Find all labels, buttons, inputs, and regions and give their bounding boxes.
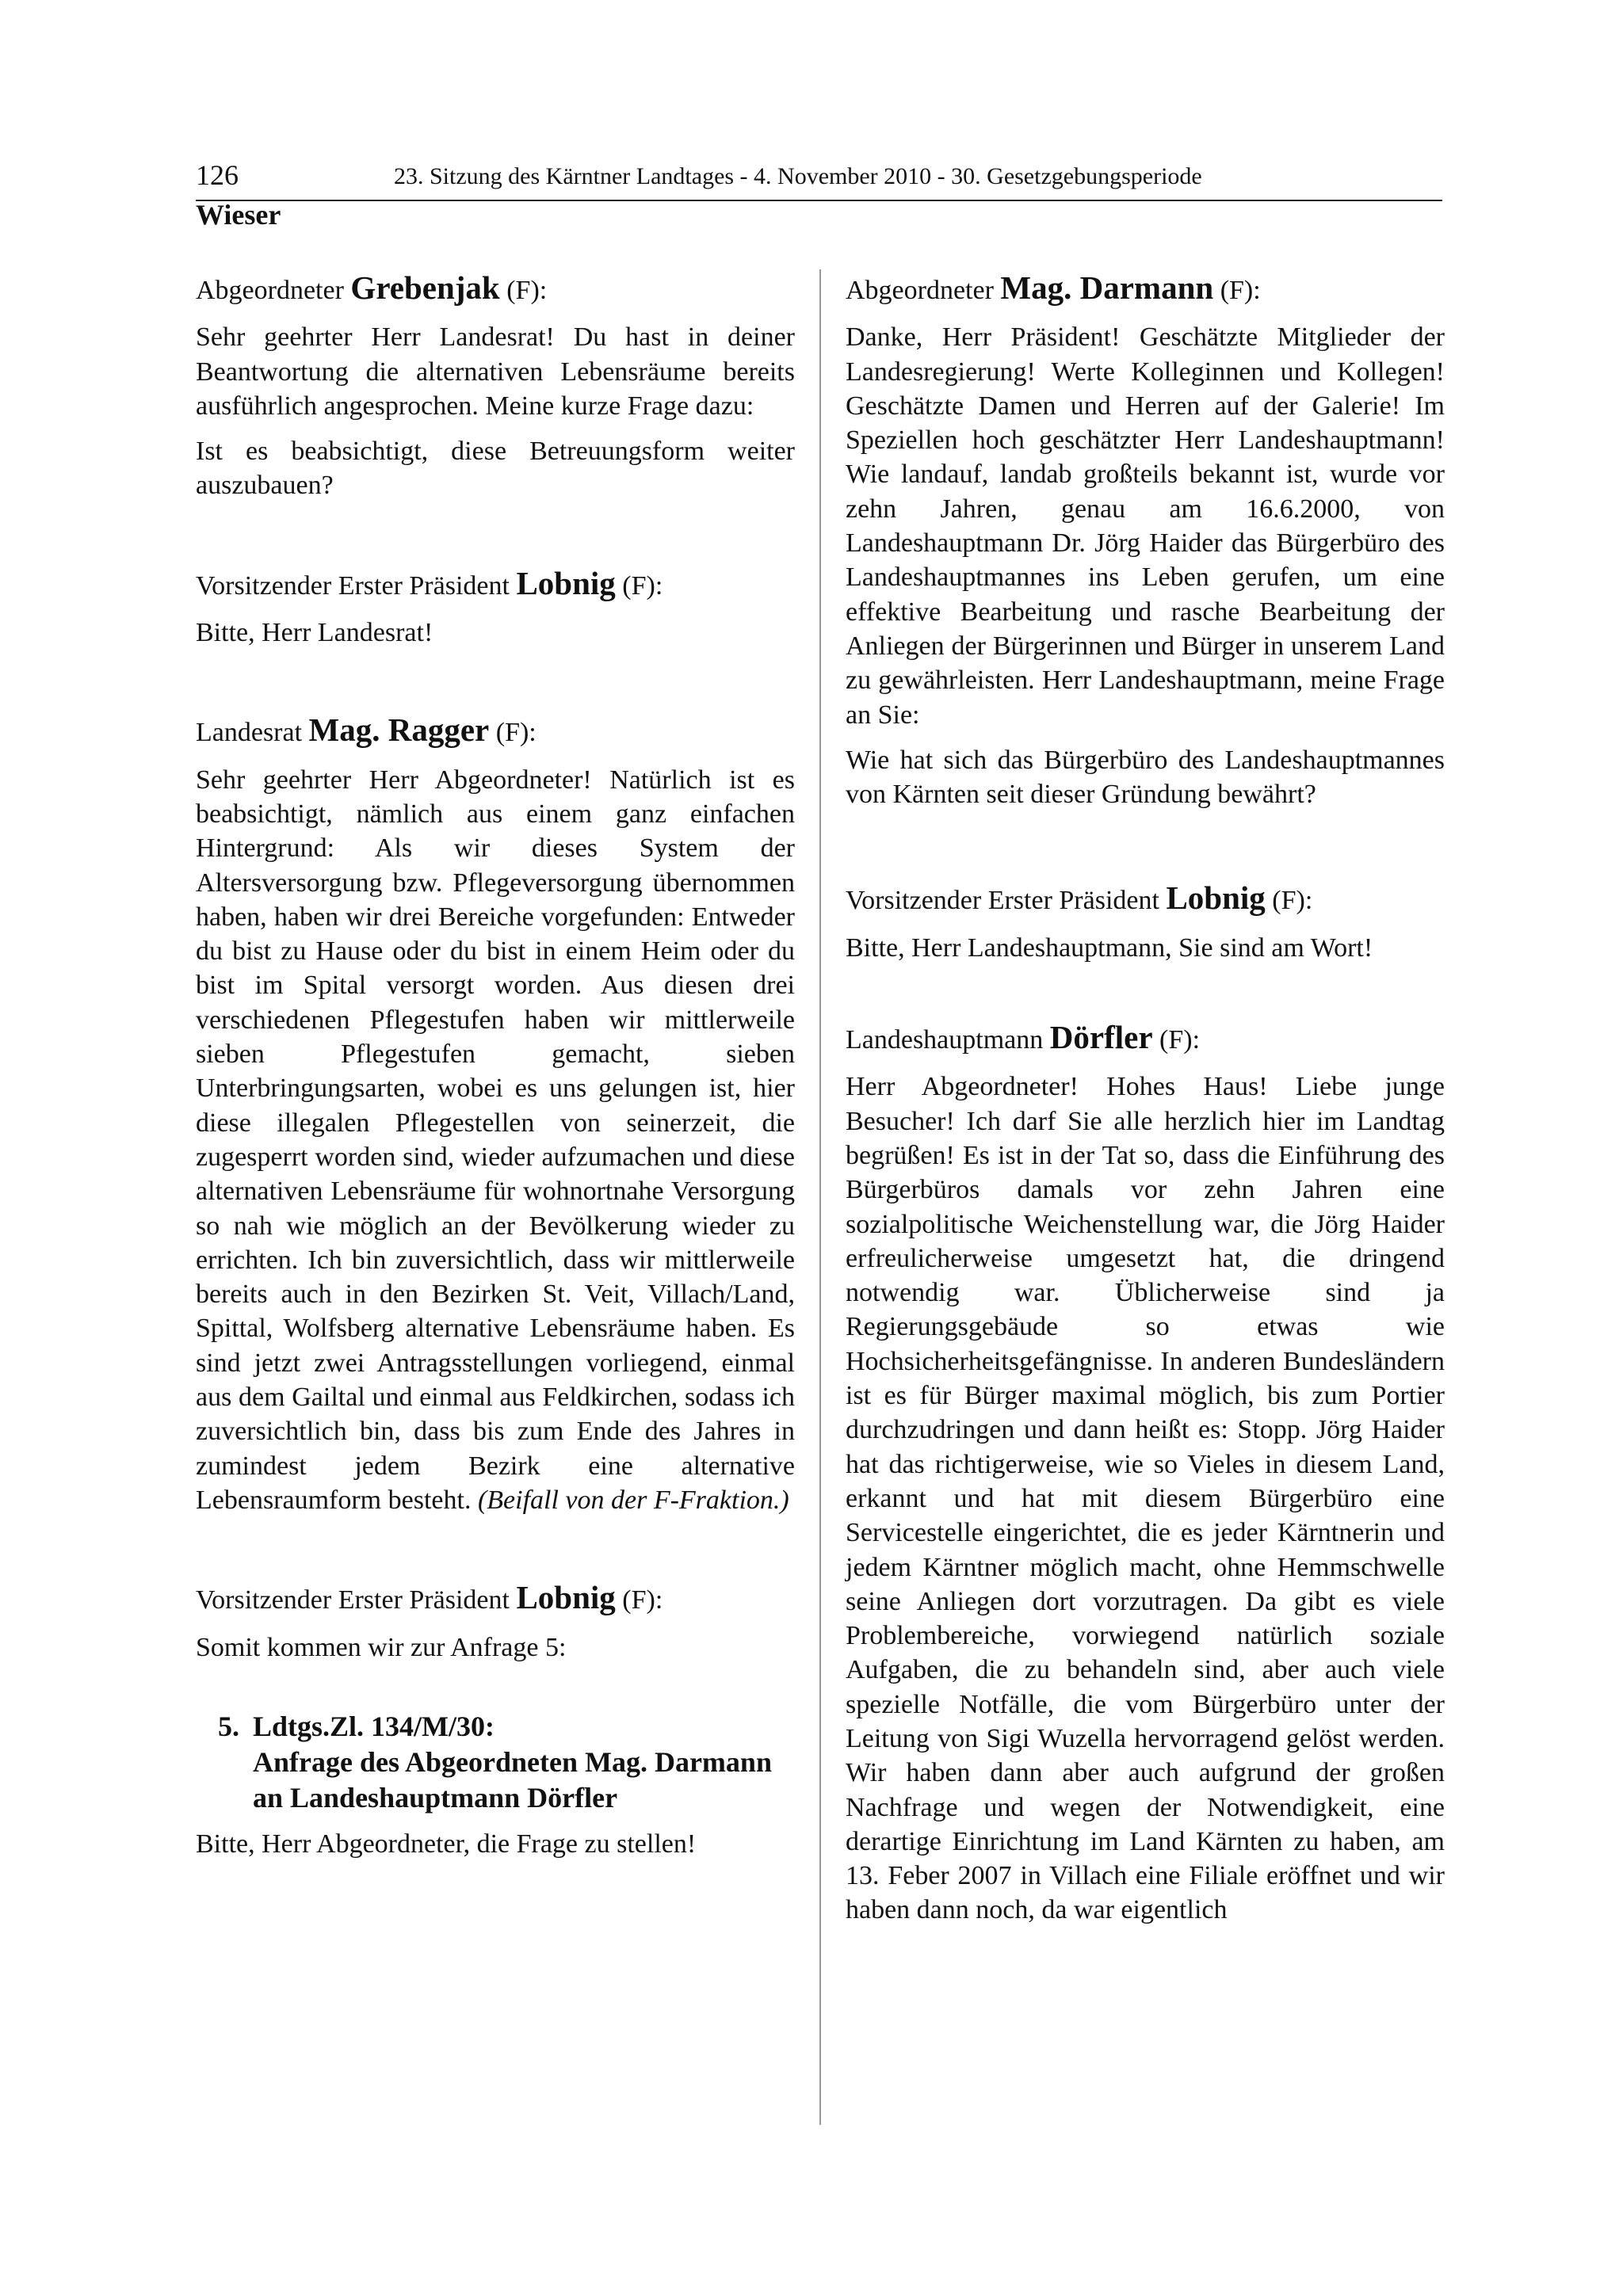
speaker-role: Vorsitzender Erster Präsident — [846, 886, 1159, 916]
speaker-name: Lobnig — [516, 1579, 616, 1616]
speaker-party: (F): — [1272, 886, 1313, 916]
speaker-line — [846, 271, 1445, 307]
speaker-role: Abgeordneter — [196, 276, 344, 305]
agenda-number: 5. — [218, 1710, 239, 1742]
speaker-party: (F): — [622, 570, 663, 601]
speaker-line — [846, 881, 1445, 917]
speaker-line — [196, 566, 795, 603]
agenda-title — [253, 1709, 795, 1816]
speaker-name: Grebenjak — [350, 269, 500, 306]
speaker-line — [196, 713, 795, 749]
page-header — [196, 158, 1442, 201]
speaker-party: (F): — [506, 276, 548, 305]
right-column — [846, 271, 1445, 1928]
page-number: 126 — [196, 159, 239, 191]
speaker-party: (F): — [622, 1585, 663, 1615]
speaker-name: Dörfler — [1049, 1019, 1153, 1056]
speech-paragraph: Somit kommen wir zur Anfrage 5: — [196, 1632, 567, 1662]
applause-note: (Beifall von der F-Fraktion.) — [477, 1485, 789, 1515]
column-divider — [819, 269, 821, 2125]
speaker-role: Vorsitzender Erster Präsident — [196, 570, 510, 601]
speech-paragraph: Bitte, Herr Landeshauptmann, Sie sind am Wort! — [846, 933, 1373, 963]
speech-paragraph: Bitte, Herr Landesrat! — [196, 618, 433, 648]
speech-paragraph: Herr Abgeordneter! Hohes Haus! Liebe junge Besucher! Ich darf Sie alle herzlich hier im Landtag begrüßen! Es ist in der Tat so, dass die Einführung des Bürgerbüros damals vor zehn Jahren eine sozialpolitische Weichenstellung war, die Jörg Haider erfreulicherweise umgesetzt hat, die dringend notwendig war. Üblicherweise sind ja Regierungsgebäude so etwas wie Hochsicherheitsgefängnisse. In anderen Bundesländern ist es für Bürger maximal möglich, bis zum Portier durchzudringen und dann heißt es: Stopp. Jörg Haider hat das richtigerweise, wie so Vieles in diesem Land, erkannt und hat mit diesem Bürgerbüro eine Servicestelle eingerichtet, die es jeder Kärntnerin und jedem Kärntner möglich macht, ohne Hemmschwelle seine Anliegen dort vorzutragen. Da gibt es viele Problembereiche, vorwiegend natürlich soziale Aufgaben, die zu behandeln sind, aber auch viele spezielle Notfälle, die vom Bürgerbüro unter der Leitung von Sigi Wuzella hervorragend gelöst werden. Wir haben dann aber auch aufgrund der großen Nachfrage und wegen der Notwendigkeit, eine derartige Einrichtung im Land Kärnten zu haben, am 13. Feber 2007 in Villach eine Filiale eröffnet und wir haben dann noch, da war eigentlich — [846, 1072, 1445, 1925]
left-column — [196, 271, 795, 1861]
speaker-role: Landesrat — [196, 718, 303, 748]
speech-text: Sehr geehrter Herr Abgeordneter! Natürlich ist es beabsichtigt, nämlich aus einem ganz einfachen Hintergrund: Als wir dieses System der Altersversorgung bzw. Pflegeversorgung übernommen haben, haben wir drei Bereiche vorgefunden: Entweder du bist zu Hause oder du bist in einem Heim oder du bist im Spital versorgt worden. Aus diesen drei verschiedenen Pflegestufen haben wir mittlerweile sieben Pflegestufen gemacht, sieben Unterbringungsarten, wobei es uns gelungen ist, hier diese illegalen Pflegestellen von seinerzeit, die zugesperrt worden sind, wieder aufzumachen und diese alternativen Lebensräume für wohnortnahe Versorgung so nah wie möglich an der Bevölkerung wieder zu errichten. Ich bin zuversichtlich, dass wir mittlerweile bereits auch in den Bezirken St. Veit, Villach/Land, Spittal, Wolfsberg alternative Lebensräume haben. Es sind jetzt zwei Antragsstellungen vorliegend, einmal aus dem Gailtal und einmal aus Feldkirchen, sodass ich zuversichtlich bin, dass bis zum Ende des Jahres in zumindest jedem Bezirk eine alternative Lebensraumform besteht. — [196, 765, 795, 1515]
speaker-role: Landeshauptmann — [846, 1025, 1044, 1055]
speaker-name: Mag. Darmann — [1000, 269, 1214, 306]
speaker-tag: Wieser — [196, 199, 281, 231]
speech-paragraph: Danke, Herr Präsident! Geschätzte Mitglieder der Landesregierung! Werte Kolleginnen und Kollegen! Geschätzte Damen und Herren auf der Galerie! Im Speziellen hoch geschätzter Herr Landeshauptmann! Wie landauf, landab großteils bekannt ist, wurde vor zehn Jahren, genau am 16.6.2000, von Landeshauptmann Dr. Jörg Haider das Bürgerbüro des Landeshauptmannes ins Leben gerufen, um eine effektive Bearbeitung und rasche Bearbeitung der Anliegen der Bürgerinnen und Bürger in unserem Land zu gewährleisten. Herr Landeshauptmann, meine Frage an Sie: — [846, 322, 1445, 730]
running-title: 23. Sitzung des Kärntner Landtages - 4. November 2010 - 30. Gesetzgebungsperiode — [394, 163, 1202, 189]
speaker-party: (F): — [495, 718, 537, 748]
speaker-line — [196, 271, 795, 307]
speech-paragraph: Sehr geehrter Herr Landesrat! Du hast in deiner Beantwortung die alternativen Lebensräume bereits ausführlich angesprochen. Meine kurze Frage dazu: — [196, 322, 795, 421]
speaker-name: Mag. Ragger — [308, 711, 490, 749]
speaker-line — [196, 1581, 795, 1617]
speaker-line — [846, 1020, 1445, 1057]
speaker-role: Vorsitzender Erster Präsident — [196, 1585, 510, 1615]
speaker-name: Lobnig — [516, 564, 616, 601]
speech-paragraph: Wie hat sich das Bürgerbüro des Landeshauptmannes von Kärnten seit dieser Gründung bewährt? — [846, 745, 1445, 810]
speaker-role: Abgeordneter — [846, 276, 994, 305]
speaker-party: (F): — [1159, 1025, 1201, 1055]
agenda-item — [196, 1709, 795, 1816]
speech-paragraph — [196, 763, 795, 1518]
speech-paragraph: Bitte, Herr Abgeordneter, die Frage zu stellen! — [196, 1829, 697, 1859]
agenda-subject: Anfrage des Abgeordneten Mag. Darmann an Landeshauptmann Dörfler — [253, 1745, 772, 1814]
speaker-name: Lobnig — [1166, 879, 1266, 917]
speaker-party: (F): — [1220, 276, 1261, 305]
agenda-reference: Ldtgs.Zl. 134/M/30: — [253, 1710, 495, 1742]
speech-paragraph: Ist es beabsichtigt, diese Betreuungsform weiter auszubauen? — [196, 437, 795, 501]
